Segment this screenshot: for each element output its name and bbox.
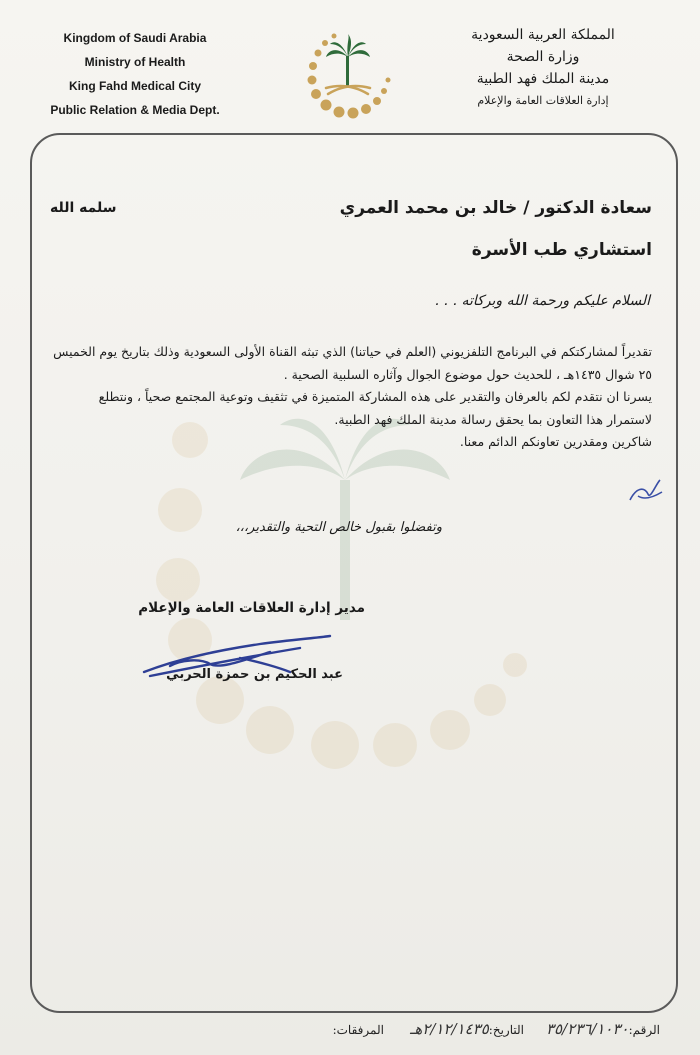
header-arabic-line: المملكة العربية السعودية — [471, 27, 615, 43]
greeting: السلام عليكم ورحمة الله وبركاته . . . — [434, 293, 650, 309]
letter-body — [52, 341, 652, 454]
body-paragraph: تقديراً لمشاركتكم في البرنامج التلفزيوني (العلم في حياتنا) الذي تبثه القناة الأولى السعودية وذلك بتاريخ يوم الخميس ٢٥ شوال ١٤٣٥هـ ، للحديث حول موضوع الجوال وآثاره السلبية الصحية . — [53, 344, 652, 382]
header-english — [40, 26, 230, 122]
closing-line: وتفضلوا بقبول خالص التحية والتقدير،،، — [235, 520, 442, 535]
handwritten-initial — [626, 470, 666, 510]
body-paragraph: يسرنا ان نتقدم لكم بالعرفان والتقدير على هذه المشاركة المتميزة في تثقيف وتوعية المجتمع صحياً ، ونتطلع لاستمرار هذا التعاون بما يحقق رسالة مدينة الملك فهد الطبية. — [98, 389, 652, 427]
reference-label: الرقم: — [628, 1023, 660, 1037]
date-value: ٢/١٢/١٤٣٥هـ — [409, 1020, 489, 1038]
header-english-line: Ministry of Health — [84, 55, 186, 69]
body-paragraph: شاكرين ومقدرين تعاونكم الدائم معنا. — [459, 434, 652, 449]
header-arabic-line: مدينة الملك فهد الطبية — [476, 71, 610, 87]
header-english-line: Kingdom of Saudi Arabia — [63, 31, 207, 45]
watermark-logo — [150, 400, 550, 780]
attachments-label: المرفقات: — [332, 1023, 384, 1037]
header-arabic-line: وزارة الصحة — [506, 49, 580, 65]
reference-number: ٣٥/٢٣٦/١٠٣٠ — [545, 1020, 629, 1038]
header-arabic-line: إدارة العلاقات العامة والإعلام — [477, 94, 609, 107]
signatory-name: عبد الحكيم بن حمزة الحربي — [166, 667, 343, 682]
header-arabic — [448, 24, 638, 112]
recipient-position: استشاري طب الأسرة — [471, 240, 652, 260]
recipient: سعادة الدكتور / خالد بن محمد العمري — [339, 198, 652, 218]
recipient-blessing: سلمه الله — [50, 200, 117, 216]
header-english-line: King Fahd Medical City — [68, 79, 201, 93]
signatory-title: مدير إدارة العلاقات العامة والإعلام — [138, 600, 365, 616]
ministry-logo — [298, 24, 398, 124]
date-label: التاريخ: — [488, 1023, 524, 1037]
header-english-line: Public Relation & Media Dept. — [50, 103, 220, 117]
letter-footer — [333, 1020, 660, 1038]
